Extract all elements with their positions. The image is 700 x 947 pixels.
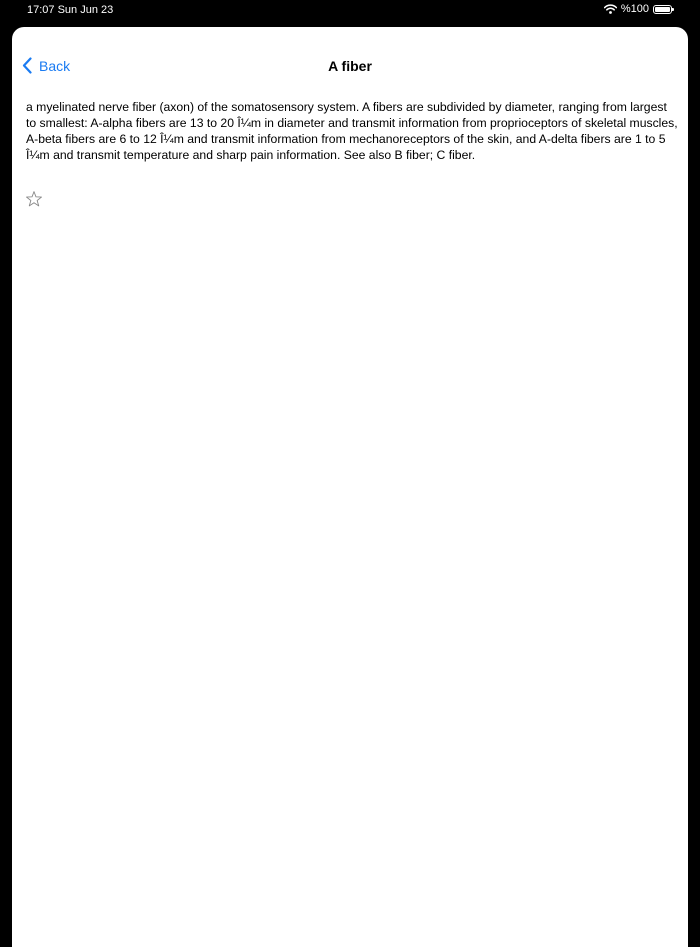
status-indicators [604,3,672,15]
status-bar [0,0,700,22]
detail-sheet [12,27,688,947]
navigation-bar [12,27,688,107]
star-outline-icon[interactable] [25,190,45,210]
wifi-icon [604,4,617,14]
definition-text: a myelinated nerve fiber (axon) of the somatosensory system. A fibers are subdivided by diameter, ranging from largest to smallest: A-alpha fibers are 13 to 20 Î¼m in diameter and transmit information from proprioceptors of skeletal muscles, A-beta fibers are 6 to 12 Î¼m and transmit information from mechanoreceptors of the skin, and A-delta fibers are 1 to 5 Î¼m and transmit temperature and sharp pain information. See also B fiber; C fiber. [26,100,678,162]
page-title: A fiber [328,58,372,74]
status-time-date: 17:07 Sun Jun 23 [27,4,114,16]
battery-icon [653,5,672,14]
battery-cap [672,8,674,11]
battery-percentage: %100 [620,3,649,15]
battery-level-fill [655,7,670,12]
back-label: Back [39,57,71,74]
